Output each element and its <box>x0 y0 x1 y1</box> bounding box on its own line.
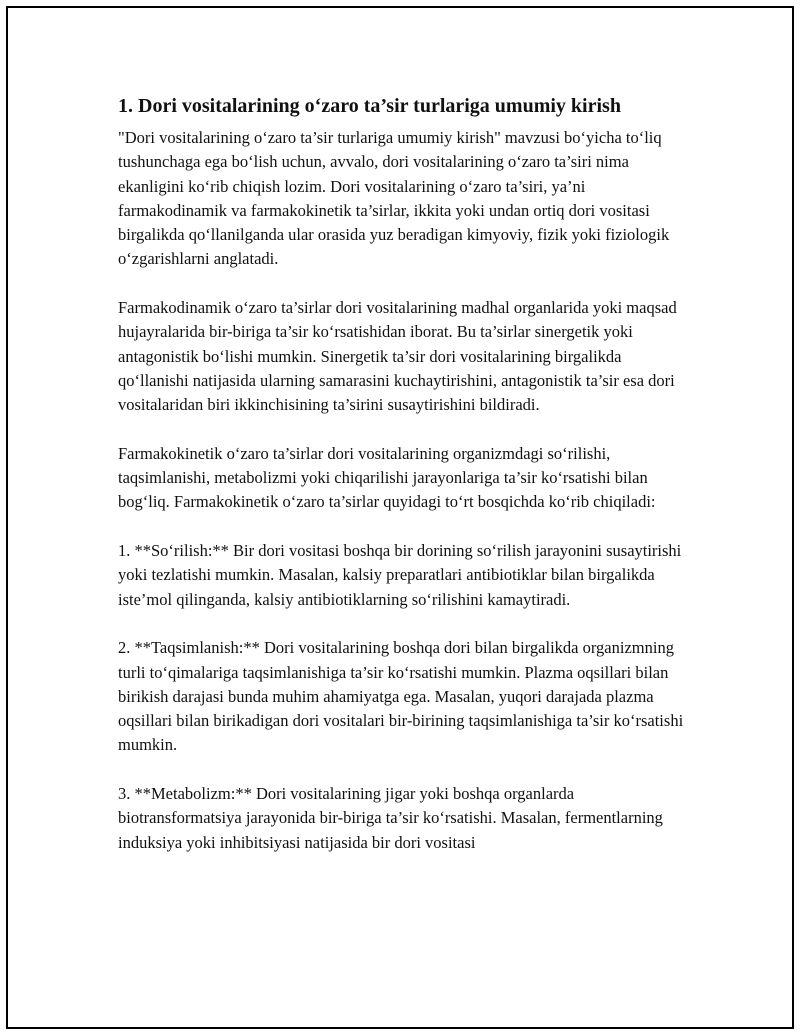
document-body <box>118 92 693 879</box>
paragraph-intro: "Dori vositalarining o‘zaro ta’sir turlariga umumiy kirish" mavzusi bo‘yicha to‘liq tushunchaga ega bo‘lish uchun, avvalo, dori vositalarining o‘zaro ta’siri nima ekanligini ko‘rib chiqish lozim. Dori vositalarining o‘zaro ta’siri, ya’ni farmakodinamik va farmakokinetik ta’sirlar, ikkita yoki undan ortiq dori vositasi birgalikda qo‘llanilganda ular orasida yuz beradigan kimyoviy, fizik yoki fiziologik o‘zgarishlarni anglatadi. <box>118 128 670 269</box>
list-item-distribution: 2. **Taqsimlanish:** Dori vositalarining boshqa dori bilan birgalikda organizmning turli to‘qimalariga taqsimlanishiga ta’sir ko‘rsatishi mumkin. Plazma oqsillari bilan birikish darajasi bunda muhim ahamiyatga ega. Masalan, yuqori darajada plazma oqsillari bilan birikadigan dori vositalari bir-birining taqsimlanishiga ta’sir ko‘rsatishi mumkin. <box>118 638 684 755</box>
paragraph-pharmacokinetic: Farmakokinetik o‘zaro ta’sirlar dori vositalarining organizmdagi so‘rilishi, taqsimlanishi, metabolizmi yoki chiqarilishi jarayonlariga ta’sir ko‘rsatishi bilan bog‘liq. Farmakokinetik o‘zaro ta’sirlar quyidagi to‘rt bosqichda ko‘rib chiqiladi: <box>118 443 656 512</box>
paragraph-pharmacodynamic: Farmakodinamik o‘zaro ta’sirlar dori vositalarining madhal organlarida yoki maqsad hujayralarida bir-biriga ta’sir ko‘rsatishidan iborat. Bu ta’sirlar sinergetik yoki antagonistik bo‘lishi mumkin. Sinergetik ta’sir dori vositalarining birgalikda qo‘llanishi natijasida ularning samarasini kuchaytirishini, antagonistik ta’sir esa dori vositalaridan biri ikkinchisining ta’sirini susaytirishini bildiradi. <box>118 298 677 415</box>
list-item-metabolism: 3. **Metabolizm:** Dori vositalarining jigar yoki boshqa organlarda biotransformatsiya jarayonida bir-biriga ta’sir ko‘rsatishi. Masalan, fermentlarning induksiya yoki inhibitsiyasi natijasida bir dori vositasi <box>118 784 663 852</box>
list-item-absorption: 1. **So‘rilish:** Bir dori vositasi boshqa bir dorining so‘rilish jarayonini susaytirishi yoki tezlatishi mumkin. Masalan, kalsiy preparatlari antibiotiklar bilan birgalikda iste’mol qilinganda, kalsiy antibiotiklarning so‘rilishini kamaytiradi. <box>118 541 682 609</box>
document-title: 1. Dori vositalarining o‘zaro ta’sir turlariga umumiy kirish <box>118 95 621 117</box>
